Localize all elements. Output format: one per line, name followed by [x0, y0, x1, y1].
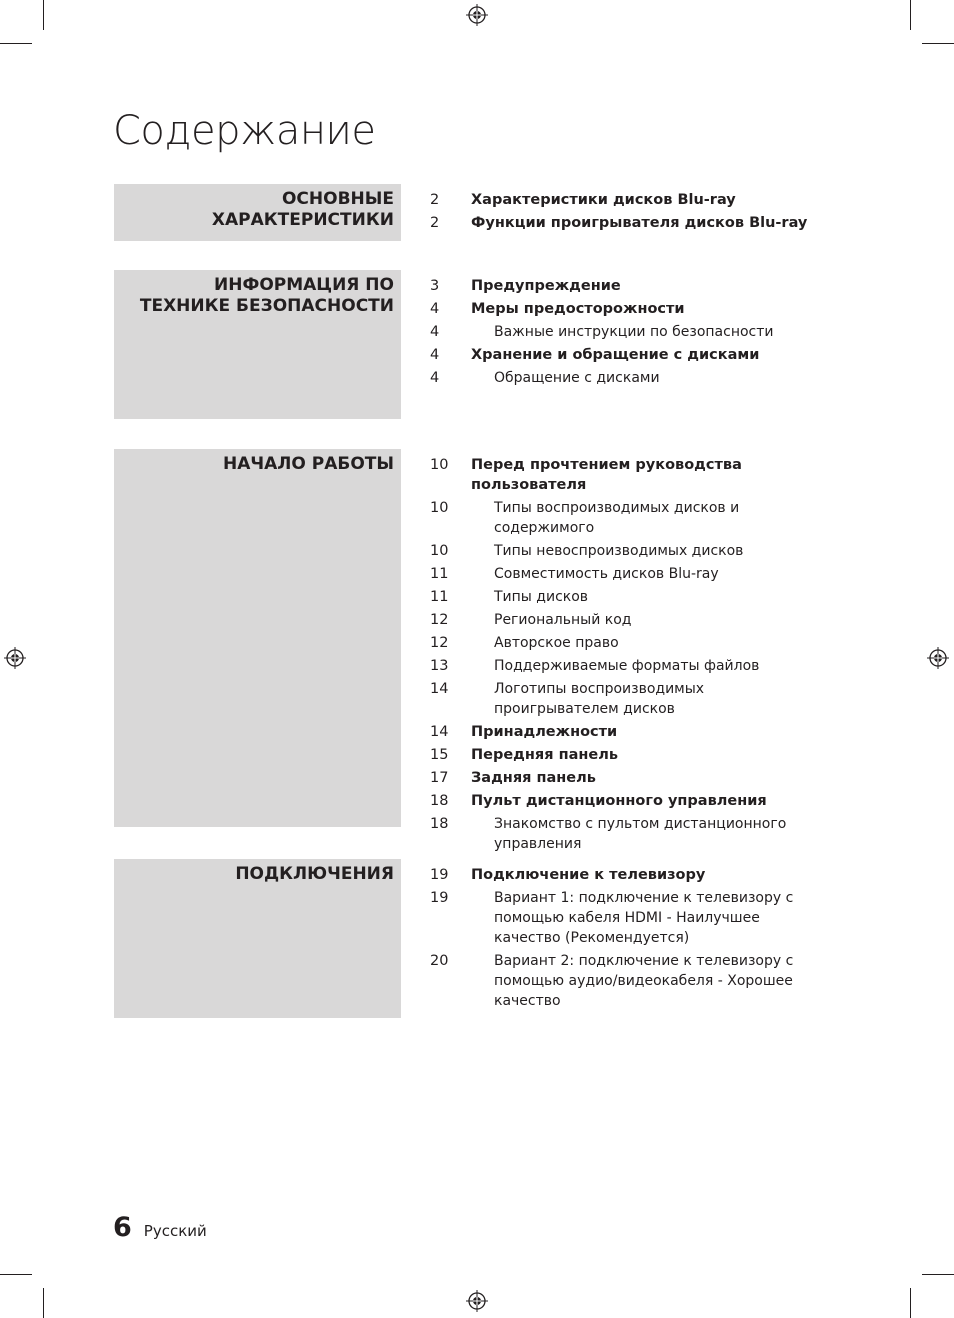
toc-section [114, 270, 834, 419]
toc-section [114, 859, 834, 1018]
toc-entry[interactable] [430, 656, 830, 676]
crop-mark [922, 43, 954, 44]
toc-entry[interactable] [430, 564, 830, 584]
toc-entry[interactable] [430, 299, 830, 319]
toc-page-number: 10 [430, 457, 449, 473]
toc-entry-text: Типы воспроизводимых дисков и содержимого [494, 500, 740, 536]
toc-entry[interactable] [430, 791, 830, 811]
toc-page-number: 2 [430, 215, 440, 231]
toc-entry-text: Передняя панель [471, 747, 619, 763]
toc-page-number: 4 [430, 324, 440, 340]
section-entries [430, 276, 830, 391]
section-title-box [114, 270, 401, 419]
toc-entry[interactable] [430, 368, 830, 388]
registration-mark-icon [466, 4, 488, 26]
toc-page-number: 11 [430, 589, 449, 605]
footer-language: Русский [143, 1222, 207, 1240]
toc-page-number: 2 [430, 192, 440, 208]
toc-page-number: 4 [430, 347, 440, 363]
toc-entry-text: Обращение с дисками [494, 370, 660, 386]
toc-page-number: 14 [430, 724, 449, 740]
section-title-box [114, 184, 401, 241]
toc-entry[interactable] [430, 276, 830, 296]
toc-entry[interactable] [430, 190, 830, 210]
toc-entry[interactable] [430, 213, 830, 233]
crop-mark [922, 1274, 954, 1275]
toc-entry-text: Авторское право [494, 635, 619, 651]
crop-mark [0, 1274, 32, 1275]
toc-page-number: 18 [430, 793, 449, 809]
toc-entry[interactable] [430, 322, 830, 342]
section-entries [430, 190, 830, 236]
toc-entry-text: Подключение к телевизору [471, 867, 706, 883]
crop-mark [43, 1288, 44, 1318]
section-title-box [114, 859, 401, 1018]
toc-page-number: 12 [430, 612, 449, 628]
registration-mark-icon [927, 647, 949, 669]
toc-page-number: 12 [430, 635, 449, 651]
toc-page-number: 17 [430, 770, 449, 786]
toc-entry-text: Типы невоспроизводимых дисков [494, 543, 744, 559]
section-entries [430, 455, 830, 857]
toc-entry[interactable] [430, 498, 830, 538]
toc-entry[interactable] [430, 865, 830, 885]
toc-entry[interactable] [430, 455, 830, 495]
toc-entry-text: Совместимость дисков Blu-ray [494, 566, 719, 582]
toc-entry-text: Важные инструкции по безопасности [494, 324, 774, 340]
toc-page-number: 20 [430, 953, 449, 969]
toc-page-number: 10 [430, 500, 449, 516]
section-title: НАЧАЛО РАБОТЫ [222, 454, 394, 474]
toc-entry-text: Поддерживаемые форматы файлов [494, 658, 760, 674]
toc-entry[interactable] [430, 610, 830, 630]
toc-page-number: 19 [430, 867, 449, 883]
section-title: ИНФОРМАЦИЯ ПО ТЕХНИКЕ БЕЗОПАСНОСТИ [139, 275, 394, 316]
toc-entry[interactable] [430, 587, 830, 607]
toc-page-number: 13 [430, 658, 449, 674]
toc-entry-text: Принадлежности [471, 724, 618, 740]
toc-entry[interactable] [430, 722, 830, 742]
section-title-box [114, 449, 401, 827]
toc-page-number: 14 [430, 681, 449, 697]
toc-entry-text: Пульт дистанционного управления [471, 793, 767, 809]
page-footer [113, 1212, 207, 1243]
toc-entry-text: Хранение и обращение с дисками [471, 347, 760, 363]
page-title: Содержание [113, 108, 376, 154]
crop-mark [910, 1288, 911, 1318]
toc-entry-text: Предупреждение [471, 278, 621, 294]
toc-section [114, 449, 834, 852]
toc-section [114, 184, 834, 241]
toc-entry[interactable] [430, 633, 830, 653]
page-number: 6 [113, 1212, 132, 1243]
toc-entry[interactable] [430, 951, 830, 1011]
toc-entry[interactable] [430, 814, 830, 854]
toc-page-number: 4 [430, 301, 440, 317]
toc-entry[interactable] [430, 679, 830, 719]
registration-mark-icon [4, 647, 26, 669]
toc-entry-text: Меры предосторожности [471, 301, 685, 317]
section-title: ОСНОВНЫЕ ХАРАКТЕРИСТИКИ [211, 189, 394, 230]
toc-entry[interactable] [430, 888, 830, 948]
toc-entry-text: Логотипы воспроизводимых проигрывателем дисков [494, 681, 705, 717]
crop-mark [43, 0, 44, 30]
toc-entry[interactable] [430, 541, 830, 561]
toc-entry-text: Знакомство с пультом дистанционного управления [494, 816, 787, 852]
toc-entry-text: Вариант 1: подключение к телевизору с помощью кабеля HDMI - Наилучшее качество (Рекомендуется) [494, 890, 794, 946]
crop-mark [910, 0, 911, 30]
toc-page-number: 11 [430, 566, 449, 582]
toc-page-number: 3 [430, 278, 440, 294]
toc-entry-text: Задняя панель [471, 770, 596, 786]
toc-entry[interactable] [430, 768, 830, 788]
registration-mark-icon [466, 1290, 488, 1312]
toc-entry-text: Функции проигрывателя дисков Blu-ray [471, 215, 808, 231]
toc-entry-text: Региональный код [494, 612, 632, 628]
toc-page-number: 18 [430, 816, 449, 832]
toc-entry-text: Перед прочтением руководства пользователя [471, 457, 742, 493]
toc-page-number: 15 [430, 747, 449, 763]
toc-entry[interactable] [430, 745, 830, 765]
toc-page-number: 4 [430, 370, 440, 386]
toc-entry-text: Типы дисков [494, 589, 589, 605]
toc-page-number: 10 [430, 543, 449, 559]
toc-entry-text: Характеристики дисков Blu-ray [471, 192, 736, 208]
section-entries [430, 865, 830, 1014]
crop-mark [0, 43, 32, 44]
toc-page-number: 19 [430, 890, 449, 906]
toc-entry-text: Вариант 2: подключение к телевизору с помощью аудио/видеокабеля - Хорошее качество [494, 953, 794, 1009]
section-title: ПОДКЛЮЧЕНИЯ [235, 864, 394, 884]
toc-entry[interactable] [430, 345, 830, 365]
